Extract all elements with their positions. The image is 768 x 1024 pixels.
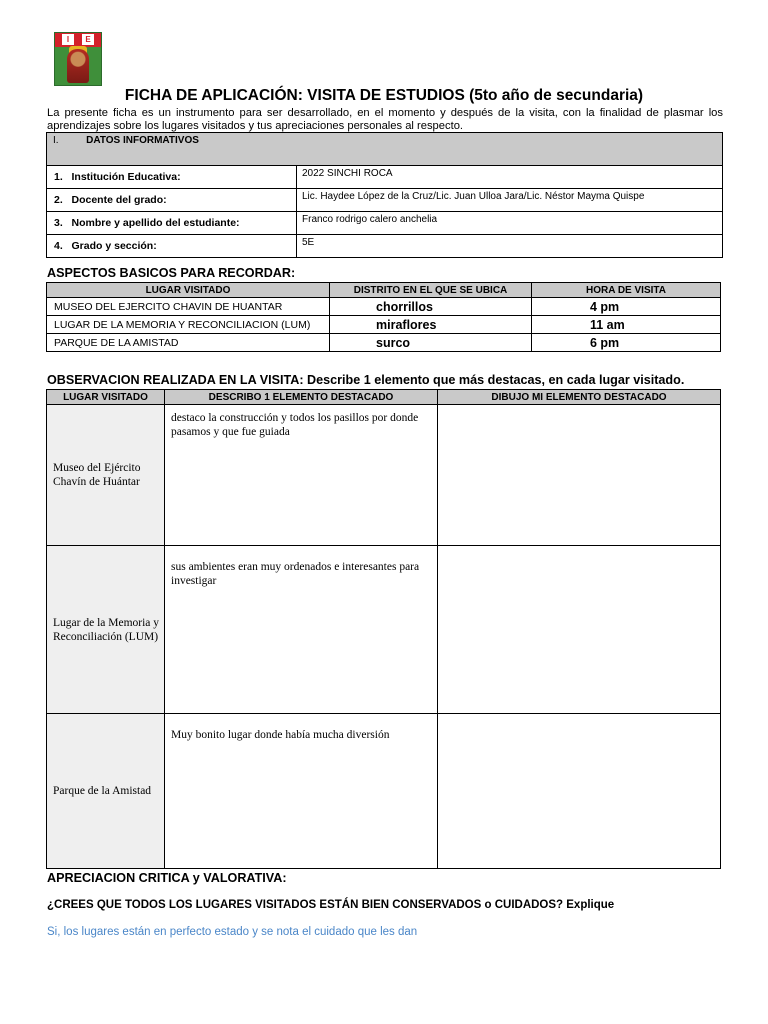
answer-text[interactable]: Si, los lugares están en perfecto estado y se nota el cuidado que les dan bbox=[47, 926, 418, 938]
cell-description[interactable]: destaco la construcción y todos los pasillos por donde pasamos y que fue guiada bbox=[165, 405, 438, 546]
datos-row bbox=[47, 166, 723, 189]
cell-hora[interactable]: 4 pm bbox=[532, 298, 721, 316]
logo-letter-i: I bbox=[62, 34, 74, 45]
cell-hora[interactable]: 6 pm bbox=[532, 334, 721, 352]
logo-letter-e: E bbox=[82, 34, 94, 45]
cell-hora[interactable]: 11 am bbox=[532, 316, 721, 334]
datos-value-estudiante[interactable]: Franco rodrigo calero anchelia bbox=[297, 212, 723, 235]
apreciacion-title: APRECIACION CRITICA y VALORATIVA: bbox=[47, 871, 287, 885]
cell-lugar: MUSEO DEL EJERCITO CHAVIN DE HUANTAR bbox=[47, 298, 330, 316]
col-header-hora: HORA DE VISITA bbox=[532, 283, 721, 298]
school-logo bbox=[54, 32, 102, 86]
datos-row bbox=[47, 189, 723, 212]
cell-distrito[interactable]: miraflores bbox=[330, 316, 532, 334]
table-row bbox=[47, 405, 721, 546]
section-title: DATOS INFORMATIVOS bbox=[86, 135, 199, 146]
col-header-distrito: DISTRITO EN EL QUE SE UBICA bbox=[330, 283, 532, 298]
intro-text: La presente ficha es un instrumento para ser desarrollado, en el momento y después de la visita, con la finalidad de plasmar los aprendizajes sobre los lugares visitados y tus apreciaciones personales al respecto. bbox=[47, 107, 723, 132]
aspectos-header-row bbox=[47, 283, 721, 298]
cell-description[interactable]: sus ambientes eran muy ordenados e interesantes para investigar bbox=[165, 546, 438, 714]
datos-label: 1. Institución Educativa: bbox=[47, 166, 297, 189]
col-header-dibujo: DIBUJO MI ELEMENTO DESTACADO bbox=[438, 390, 721, 405]
section-number: I. bbox=[53, 135, 59, 146]
cell-distrito[interactable]: surco bbox=[330, 334, 532, 352]
question-text: ¿CREES QUE TODOS LOS LUGARES VISITADOS ESTÁN BIEN CONSERVADOS o CUIDADOS? Explique bbox=[47, 899, 615, 911]
datos-value-institucion[interactable]: 2022 SINCHI ROCA bbox=[297, 166, 723, 189]
observacion-header-row bbox=[47, 390, 721, 405]
cell-place: Museo del Ejército Chavín de Huántar bbox=[47, 405, 165, 546]
datos-header-row bbox=[47, 133, 723, 166]
cell-place: Lugar de la Memoria y Reconciliación (LUM) bbox=[47, 546, 165, 714]
logo-inca-figure bbox=[67, 49, 89, 83]
datos-value-docente[interactable]: Lic. Haydee López de la Cruz/Lic. Juan Ulloa Jara/Lic. Néstor Mayma Quispe bbox=[297, 189, 723, 212]
observacion-title: OBSERVACION REALIZADA EN LA VISITA: Describe 1 elemento que más destacas, en cada lugar visitado. bbox=[47, 373, 685, 387]
table-row bbox=[47, 546, 721, 714]
page-title: FICHA DE APLICACIÓN: VISITA DE ESTUDIOS (5to año de secundaria) bbox=[124, 87, 644, 104]
table-row bbox=[47, 714, 721, 869]
aspectos-table bbox=[46, 282, 721, 352]
datos-row bbox=[47, 235, 723, 258]
table-row bbox=[47, 298, 721, 316]
datos-header-cell bbox=[47, 133, 723, 166]
cell-description[interactable]: Muy bonito lugar donde había mucha diversión bbox=[165, 714, 438, 869]
table-row bbox=[47, 316, 721, 334]
cell-lugar: LUGAR DE LA MEMORIA Y RECONCILIACION (LUM) bbox=[47, 316, 330, 334]
col-header-lugar: LUGAR VISITADO bbox=[47, 390, 165, 405]
aspectos-title: ASPECTOS BASICOS PARA RECORDAR: bbox=[47, 266, 296, 280]
cell-lugar: PARQUE DE LA AMISTAD bbox=[47, 334, 330, 352]
cell-drawing[interactable] bbox=[438, 405, 721, 546]
cell-drawing[interactable] bbox=[438, 714, 721, 869]
datos-label: 4. Grado y sección: bbox=[47, 235, 297, 258]
datos-row bbox=[47, 212, 723, 235]
cell-place: Parque de la Amistad bbox=[47, 714, 165, 869]
datos-label: 3. Nombre y apellido del estudiante: bbox=[47, 212, 297, 235]
cell-distrito[interactable]: chorrillos bbox=[330, 298, 532, 316]
col-header-lugar: LUGAR VISITADO bbox=[47, 283, 330, 298]
datos-value-grado[interactable]: 5E bbox=[297, 235, 723, 258]
table-row bbox=[47, 334, 721, 352]
col-header-describo: DESCRIBO 1 ELEMENTO DESTACADO bbox=[165, 390, 438, 405]
observacion-table bbox=[46, 389, 721, 869]
datos-informativos-table bbox=[46, 132, 723, 258]
cell-drawing[interactable] bbox=[438, 546, 721, 714]
datos-label: 2. Docente del grado: bbox=[47, 189, 297, 212]
